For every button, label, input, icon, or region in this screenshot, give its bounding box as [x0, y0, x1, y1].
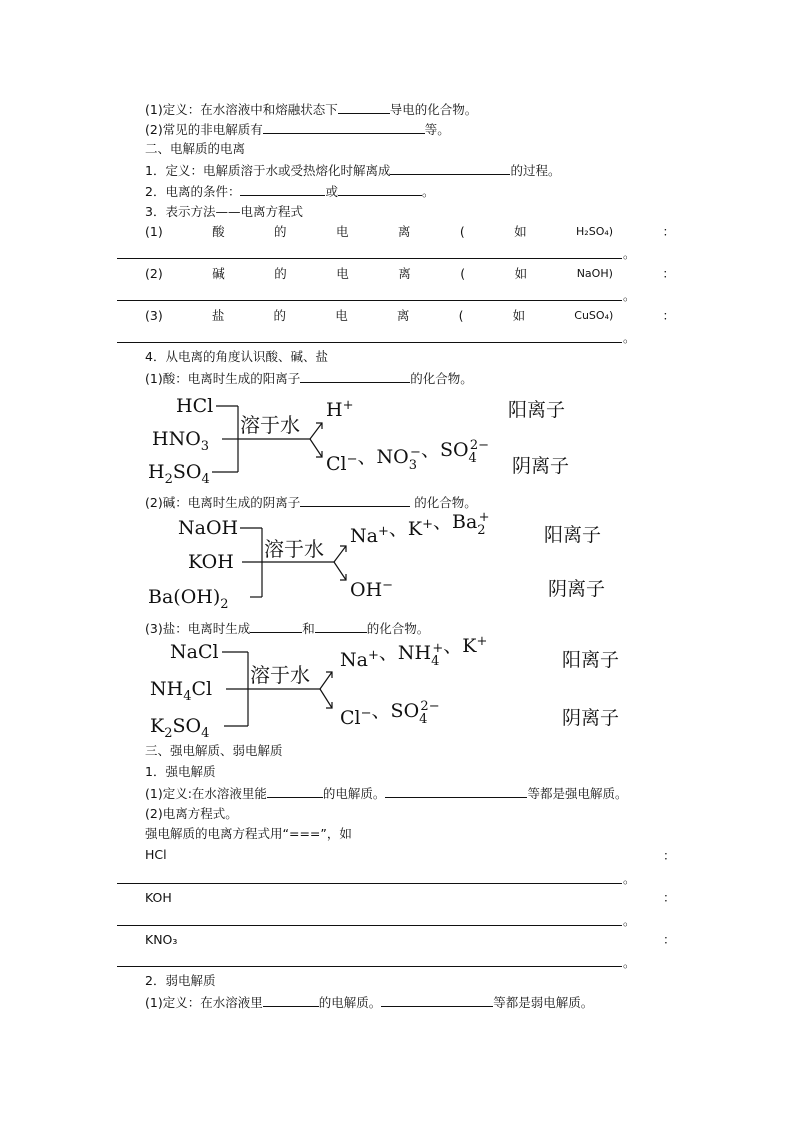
base-ionization-row: (2) 碱 的 电 离 ( 如 NaOH) ：	[145, 266, 675, 281]
answer-line[interactable]	[117, 925, 622, 926]
base-cations: Na+、K+、$Ba_2+$	[350, 512, 490, 547]
formula-h2so4: $H_2SO_4$	[148, 461, 210, 487]
answer-blank[interactable]	[300, 370, 410, 383]
common-nonelectrolytes: (2)常见的非电解质有 等。	[145, 122, 450, 137]
acid-ionization-diagram	[140, 390, 610, 490]
answer-blank[interactable]	[263, 121, 425, 134]
answer-line[interactable]	[117, 300, 622, 301]
formula-koh: KOH	[188, 551, 234, 573]
ionization-definition: 1．定义：电解质溶于水或受热熔化时解离成 的过程。	[145, 163, 561, 178]
answer-blank[interactable]	[338, 101, 390, 114]
dissolve-label: 溶于水	[264, 537, 324, 561]
ionization-conditions: 2．电离的条件： 或 。	[145, 184, 435, 199]
formula-nh4cl: $NH_4Cl$	[150, 678, 213, 704]
cation-label: 阳离子	[544, 524, 602, 546]
answer-line[interactable]	[117, 342, 622, 343]
weak-electrolyte-definition: (1)定义：在水溶液里 的电解质。 等都是弱电解质。	[145, 995, 594, 1010]
equation-note: 强电解质的电离方程式用“===”，如	[145, 826, 352, 841]
base-definition: (2)碱：电离时生成的阴离子 的化合物。	[145, 495, 477, 510]
acid-ionization-row: (1) 酸 的 电 离 ( 如 H₂SO₄) ：	[145, 224, 675, 239]
section-heading: 二、电解质的电离	[145, 141, 246, 156]
formula-nacl: NaCl	[170, 641, 219, 663]
salt-anions: Cl−、$SO_42-$	[340, 699, 440, 729]
acid-cations: H+	[326, 398, 354, 421]
salt-ionization-diagram	[140, 636, 640, 740]
answer-blank[interactable]	[338, 183, 422, 196]
anion-label: 阴离子	[548, 578, 606, 600]
answer-blank[interactable]	[315, 620, 367, 633]
answer-blank[interactable]	[300, 494, 410, 507]
answer-line[interactable]	[117, 966, 622, 967]
equation-heading: (2)电离方程式。	[145, 806, 238, 821]
anion-label: 阴离子	[512, 455, 570, 477]
acid-definition: (1)酸：电离时生成的阳离子 的化合物。	[145, 371, 473, 386]
example-kno3: KNO₃	[145, 932, 178, 947]
answer-blank[interactable]	[267, 785, 323, 798]
answer-line[interactable]	[117, 258, 622, 259]
answer-blank[interactable]	[385, 785, 527, 798]
cation-label: 阳离子	[562, 649, 620, 671]
strong-electrolyte-heading: 1．强电解质	[145, 764, 216, 779]
formula-k2so4: $K_2SO_4$	[150, 715, 210, 740]
section-heading: 三、强电解质、弱电解质	[145, 743, 283, 758]
example-koh: KOH	[145, 890, 172, 905]
base-anions: OH−	[350, 578, 394, 601]
dissolve-label: 溶于水	[240, 413, 300, 437]
anion-label: 阴离子	[562, 707, 620, 729]
example-hcl: HCl	[145, 847, 167, 862]
answer-blank[interactable]	[263, 994, 319, 1007]
base-ionization-diagram	[140, 512, 620, 612]
formula-baoh2: $Ba(OH)_2$	[148, 586, 229, 612]
dissolve-label: 溶于水	[250, 663, 310, 687]
angle-heading: 4．从电离的角度认识酸、碱、盐	[145, 349, 328, 364]
answer-blank[interactable]	[390, 162, 510, 175]
answer-line[interactable]	[117, 883, 622, 884]
strong-electrolyte-definition: (1)定义:在水溶液里能 的电解质。 等都是强电解质。	[145, 786, 628, 801]
cation-label: 阳离子	[508, 399, 566, 421]
answer-blank[interactable]	[381, 994, 493, 1007]
representation-method: 3．表示方法——电离方程式	[145, 204, 303, 219]
formula-hno3: $HNO_3$	[152, 428, 210, 454]
salt-cations: Na+、$NH_4+$、K+	[340, 636, 488, 671]
salt-definition: (3)盐：电离时生成 和 的化合物。	[145, 621, 430, 636]
salt-ionization-row: (3) 盐 的 电 离 ( 如 CuSO₄) ：	[145, 308, 675, 323]
nonelectrolyte-definition: (1)定义：在水溶液中和熔融状态下 导电的化合物。	[145, 102, 478, 117]
formula-naoh: NaOH	[178, 517, 239, 539]
weak-electrolyte-heading: 2．弱电解质	[145, 973, 216, 988]
formula-hcl: HCl	[176, 395, 214, 417]
acid-anions: Cl−、$NO_3-$、$SO_42-$	[326, 438, 489, 475]
answer-blank[interactable]	[250, 620, 302, 633]
answer-blank[interactable]	[240, 183, 325, 196]
